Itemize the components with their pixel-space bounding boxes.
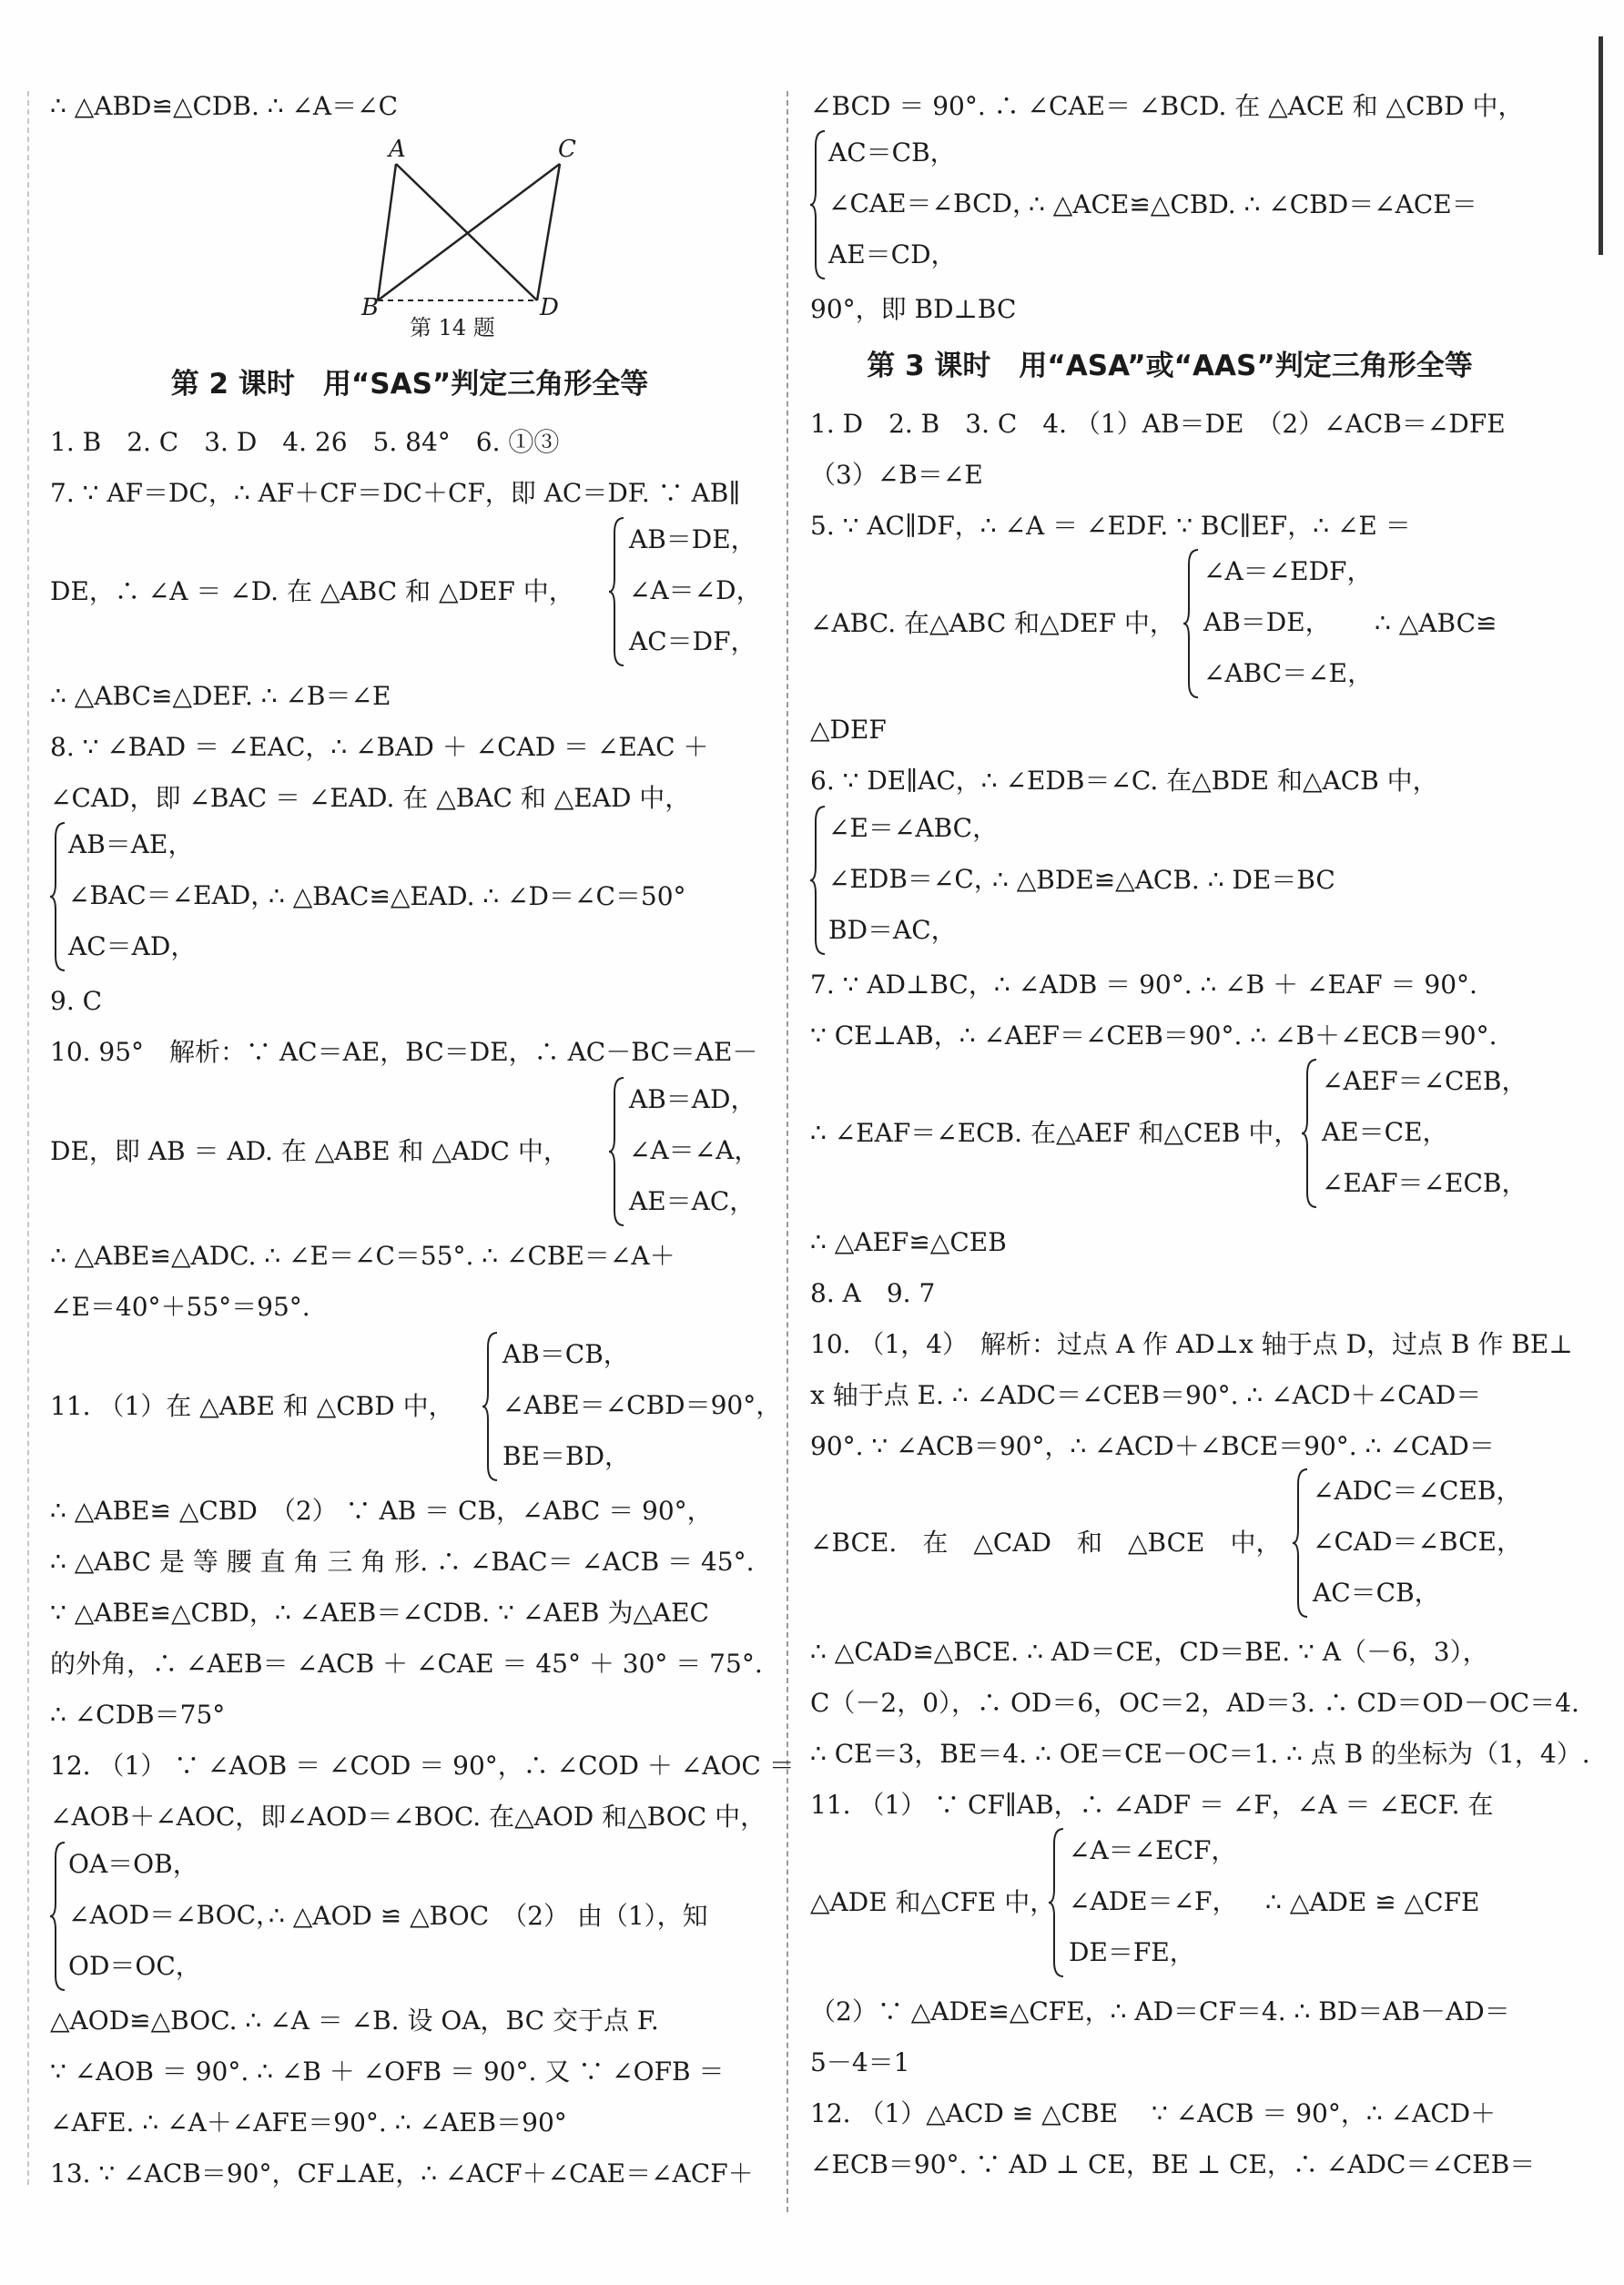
q10-lead: DE，即 AB ＝ AD. 在 △ABE 和 △ADC 中， (50, 1136, 569, 1166)
q8-system-block (50, 819, 769, 974)
label-B: B (361, 294, 380, 321)
q5-cond-3: ∠ABC＝∠E， (1203, 658, 1374, 688)
r-system-block (810, 127, 1529, 282)
q11-cond-3: BE＝BD， (502, 1441, 631, 1471)
r-cond-1: AC＝CB， (828, 137, 956, 168)
q11-line6: ∴ ∠CDB＝75° (50, 1700, 226, 1730)
q7-conclusion: ∴ △ABC≌△DEF. ∴ ∠B＝∠E (50, 681, 391, 711)
q7-cond-1: AB＝DE， (629, 524, 756, 554)
q8-line2: ∠CAD，即 ∠BAC ＝ ∠EAD. 在 △BAC 和 △EAD 中， (50, 783, 691, 813)
brace-icon (609, 514, 627, 669)
q11-cond-3: DE＝FE， (1069, 1937, 1195, 1967)
q6-cond-3: BD＝AC， (828, 915, 957, 945)
q10-line4: ∠E＝40°＋55°＝95°. (50, 1292, 310, 1322)
q5-cond-1: ∠A＝∠EDF， (1203, 556, 1373, 586)
q10-system-block (50, 1074, 769, 1229)
q7-system-block (50, 514, 769, 669)
q5-tail: ∴ △ABC≌ (1375, 608, 1497, 638)
brace-icon (1183, 546, 1202, 701)
segment-CB (378, 164, 560, 300)
q6-cond-2: ∠EDB＝∠C， (828, 864, 1000, 894)
q10-line4: ∴ △CAD≌△BCE. ∴ AD＝CE，CD＝BE. ∵ A（－6，3）， (810, 1637, 1488, 1667)
q13-line1: 13. ∵ ∠ACB＝90°，CF⊥AE，∴ ∠ACF＋∠CAE＝∠ACF＋ (50, 2158, 754, 2189)
page-edge-bar (1599, 36, 1603, 255)
q6-line1: 6. ∵ DE∥AC，∴ ∠EDB＝∠C. 在△BDE 和△ACB 中， (810, 766, 1438, 796)
q10-line3: ∴ △ABE≌△ADC. ∴ ∠E＝∠C＝55°. ∴ ∠CBE＝∠A＋ (50, 1241, 675, 1271)
q5-lead: ∠ABC. 在△ABC 和△DEF 中， (810, 608, 1175, 638)
answers-1-4: 1. D 2. B 3. C 4. （1）AB＝DE （2）∠ACB＝∠DFE (810, 409, 1506, 439)
text-line: 90°，即 BD⊥BC (810, 294, 1017, 324)
q8-cond-3: AC＝AD， (68, 931, 197, 961)
q6-tail: ∴ △BDE≌△ACB. ∴ DE＝BC (992, 865, 1335, 895)
q11-lead: 11. （1）在 △ABE 和 △CBD 中， (50, 1391, 454, 1421)
q12-line2: ∠ECB＝90°. ∵ AD ⊥ CE，BE ⊥ CE，∴ ∠ADC＝∠CEB＝ (810, 2149, 1536, 2179)
answers-8-9: 8. A 9. 7 (810, 1278, 936, 1308)
q11-tail: ∴ △ADE ≌ △CFE (1265, 1887, 1480, 1917)
q7-line2: ∵ CE⊥AB，∴ ∠AEF＝∠CEB＝90°. ∴ ∠B＋∠ECB＝90°. (810, 1021, 1497, 1051)
q11-cond-1: AB＝CB， (502, 1339, 629, 1369)
q10-cond-2: ∠CAD＝∠BCE， (1313, 1527, 1522, 1557)
q6-cond-1: ∠E＝∠ABC， (828, 813, 999, 843)
text-line: ∴ △ABD≌△CDB. ∴ ∠A＝∠C (50, 91, 399, 121)
segment-AD (396, 164, 537, 300)
q10-lead: ∠BCE. 在 △CAD 和 △BCE 中， (810, 1528, 1282, 1558)
q12-tail: ∴ △AOD ≌ △BOC （2） 由（1），知 (269, 1901, 708, 1931)
r-tail: ∴ △ACE≌△CBD. ∴ ∠CBD＝∠ACE＝ (1029, 189, 1477, 219)
q10-cond-3: AE＝AC， (629, 1186, 756, 1216)
q11-line3: ∴ △ABC 是 等 腰 直 角 三 角 形. ∴ ∠BAC＝ ∠ACB ＝ 45°. (50, 1547, 755, 1577)
q11-line5: 的外角，∴ ∠AEB＝ ∠ACB ＋ ∠CAE ＝ 45° ＋ 30° ＝ 75°. (50, 1649, 763, 1679)
segment-CD (537, 164, 560, 300)
q10-cond-2: ∠A＝∠A， (629, 1135, 760, 1165)
q10-line3: 90°. ∵ ∠ACB＝90°，∴ ∠ACD＋∠BCE＝90°. ∴ ∠CAD＝ (810, 1431, 1495, 1461)
section-heading-3: 第 3 课时 用“ASA”或“AAS”判定三角形全等 (867, 350, 1473, 382)
q5-cond-2: AB＝DE， (1203, 607, 1331, 637)
q12-line4: ∵ ∠AOB ＝ 90°. ∴ ∠B ＋ ∠OFB ＝ 90°. 又 ∵ ∠OFB ＝ (50, 2056, 725, 2087)
section-heading-2: 第 2 课时 用“SAS”判定三角形全等 (170, 368, 649, 401)
q12-line3: △AOD≌△BOC. ∴ ∠A ＝ ∠B. 设 OA，BC 交于点 F. (50, 2006, 659, 2036)
q11-line3: （2）∵ △ADE≌△CFE，∴ AD＝CF＝4. ∴ BD＝AB－AD＝ (810, 1996, 1510, 2026)
label-C: C (558, 137, 576, 163)
label-D: D (540, 294, 559, 321)
q7-cond-3: AC＝DF， (629, 626, 756, 656)
segment-AB (378, 164, 396, 300)
margin-guide (27, 91, 29, 2185)
q7-cond-3: ∠EAF＝∠ECB， (1322, 1168, 1528, 1198)
q12-line2: ∠AOB＋∠AOC，即∠AOD＝∠BOC. 在△AOD 和△BOC 中， (50, 1802, 766, 1832)
brace-icon (1302, 1056, 1320, 1211)
q10-line6: ∴ CE＝3，BE＝4. ∴ OE＝CE－OC＝1. ∴ 点 B 的坐标为（1，4）. (810, 1739, 1590, 1769)
q10-line5: C（－2，0），∴ OD＝6，OC＝2，AD＝3. ∴ CD＝OD－OC＝4. (810, 1688, 1579, 1718)
q12-line1: 12. （1）△ACD ≌ △CBE ∵ ∠ACB ＝ 90°，∴ ∠ACD＋ (810, 2098, 1497, 2128)
q11-system-block (810, 1825, 1529, 1980)
q12-line1: 12. （1） ∵ ∠AOB ＝ ∠COD ＝ 90°，∴ ∠COD ＋ ∠AOC ＝ (50, 1751, 795, 1781)
answer-9: 9. C (50, 986, 103, 1016)
answers-1-6: 1. B 2. C 3. D 4. 26 5. 84° 6. ①③ (50, 427, 560, 457)
q12-cond-2: ∠AOD＝∠BOC， (68, 1900, 282, 1930)
q10-line1: 10. （1，4） 解析：过点 A 作 AD⊥x 轴于点 D，过点 B 作 BE⊥ (810, 1329, 1573, 1359)
brace-icon (1049, 1825, 1067, 1980)
q7-conclusion: ∴ △AEF≌△CEB (810, 1227, 1007, 1257)
q5-system-block (810, 546, 1529, 701)
q7-cond-2: AE＝CE， (1322, 1117, 1448, 1147)
q5-line3: △DEF (810, 715, 887, 745)
q12-system-block (50, 1839, 769, 1994)
q10-cond-1: ∠ADC＝∠CEB， (1313, 1476, 1522, 1506)
q7-system-block (810, 1056, 1529, 1211)
q11-cond-2: ∠ADE＝∠F， (1069, 1886, 1238, 1916)
label-A: A (389, 137, 406, 163)
brace-icon (482, 1329, 501, 1484)
q11-lead: △ADE 和△CFE 中， (810, 1887, 1056, 1917)
q10-line1: 10. 95° 解析：∵ AC＝AE，BC＝DE，∴ AC－BC＝AE－ (50, 1037, 758, 1067)
q12-line5: ∠AFE. ∴ ∠A＋∠AFE＝90°. ∴ ∠AEB＝90° (50, 2107, 567, 2138)
q11-cond-1: ∠A＝∠ECF， (1069, 1835, 1237, 1865)
text-line: ∠BCD ＝ 90°. ∴ ∠CAE＝ ∠BCD. 在 △ACE 和 △CBD 中， (810, 91, 1524, 121)
brace-icon (50, 1839, 68, 1994)
q7-line1: 7. ∵ AD⊥BC，∴ ∠ADB ＝ 90°. ∴ ∠B ＋ ∠EAF ＝ 90°. (810, 970, 1477, 1000)
q11-system-block (50, 1329, 782, 1484)
q7-line1: 7. ∵ AF＝DC，∴ AF＋CF＝DC＋CF，即 AC＝DF. ∵ AB∥ (50, 478, 741, 508)
answers-4-3: （3）∠B＝∠E (810, 460, 983, 490)
q5-line1: 5. ∵ AC∥DF，∴ ∠A ＝ ∠EDF. ∵ BC∥EF，∴ ∠E ＝ (810, 511, 1411, 541)
q11-line4: 5－4＝1 (810, 2047, 910, 2077)
triangle-figure (323, 137, 578, 355)
q8-line1: 8. ∵ ∠BAD ＝ ∠EAC，∴ ∠BAD ＋ ∠CAD ＝ ∠EAC ＋ (50, 732, 709, 762)
q7-cond-2: ∠A＝∠D， (629, 575, 762, 605)
q11-line4: ∵ △ABE≌△CBD，∴ ∠AEB＝∠CDB. ∵ ∠AEB 为△AEC (50, 1598, 709, 1628)
q7-lead: ∴ ∠EAF＝∠ECB. 在△AEF 和△CEB 中， (810, 1118, 1300, 1148)
q11-cond-2: ∠ABE＝∠CBD＝90°， (502, 1390, 782, 1420)
brace-icon (810, 803, 828, 958)
brace-icon (1293, 1466, 1311, 1620)
r-cond-3: AE＝CD， (828, 239, 957, 269)
q11-line1: 11. （1） ∵ CF∥AB，∴ ∠ADF ＝ ∠F，∠A ＝ ∠ECF. 在 (810, 1790, 1494, 1820)
q10-cond-1: AB＝AD， (629, 1084, 756, 1114)
q7-cond-1: ∠AEF＝∠CEB， (1322, 1066, 1528, 1096)
q8-tail: ∴ △BAC≌△EAD. ∴ ∠D＝∠C＝50° (269, 881, 686, 911)
q8-cond-1: AB＝AE， (68, 829, 194, 859)
q6-system-block (810, 803, 1529, 958)
q7-lead: DE，∴ ∠A ＝ ∠D. 在 △ABC 和 △DEF 中， (50, 576, 574, 606)
column-divider (787, 91, 788, 2212)
q8-cond-2: ∠BAC＝∠EAD， (68, 880, 277, 910)
figure-caption: 第 14 题 (410, 315, 495, 340)
q11-line2: ∴ △ABE≌ △CBD （2） ∵ AB ＝ CB，∠ABC ＝ 90°， (50, 1496, 713, 1526)
brace-icon (609, 1074, 627, 1229)
q10-system-block (810, 1466, 1529, 1620)
q12-cond-3: OD＝OC， (68, 1951, 201, 1981)
q10-line2: x 轴于点 E. ∴ ∠ADC＝∠CEB＝90°. ∴ ∠ACD＋∠CAD＝ (810, 1380, 1482, 1410)
q12-cond-1: OA＝OB， (68, 1849, 198, 1879)
brace-icon (810, 127, 828, 282)
q10-cond-3: AC＝CB， (1313, 1578, 1440, 1608)
brace-icon (50, 819, 68, 974)
r-cond-2: ∠CAE＝∠BCD， (828, 188, 1038, 218)
